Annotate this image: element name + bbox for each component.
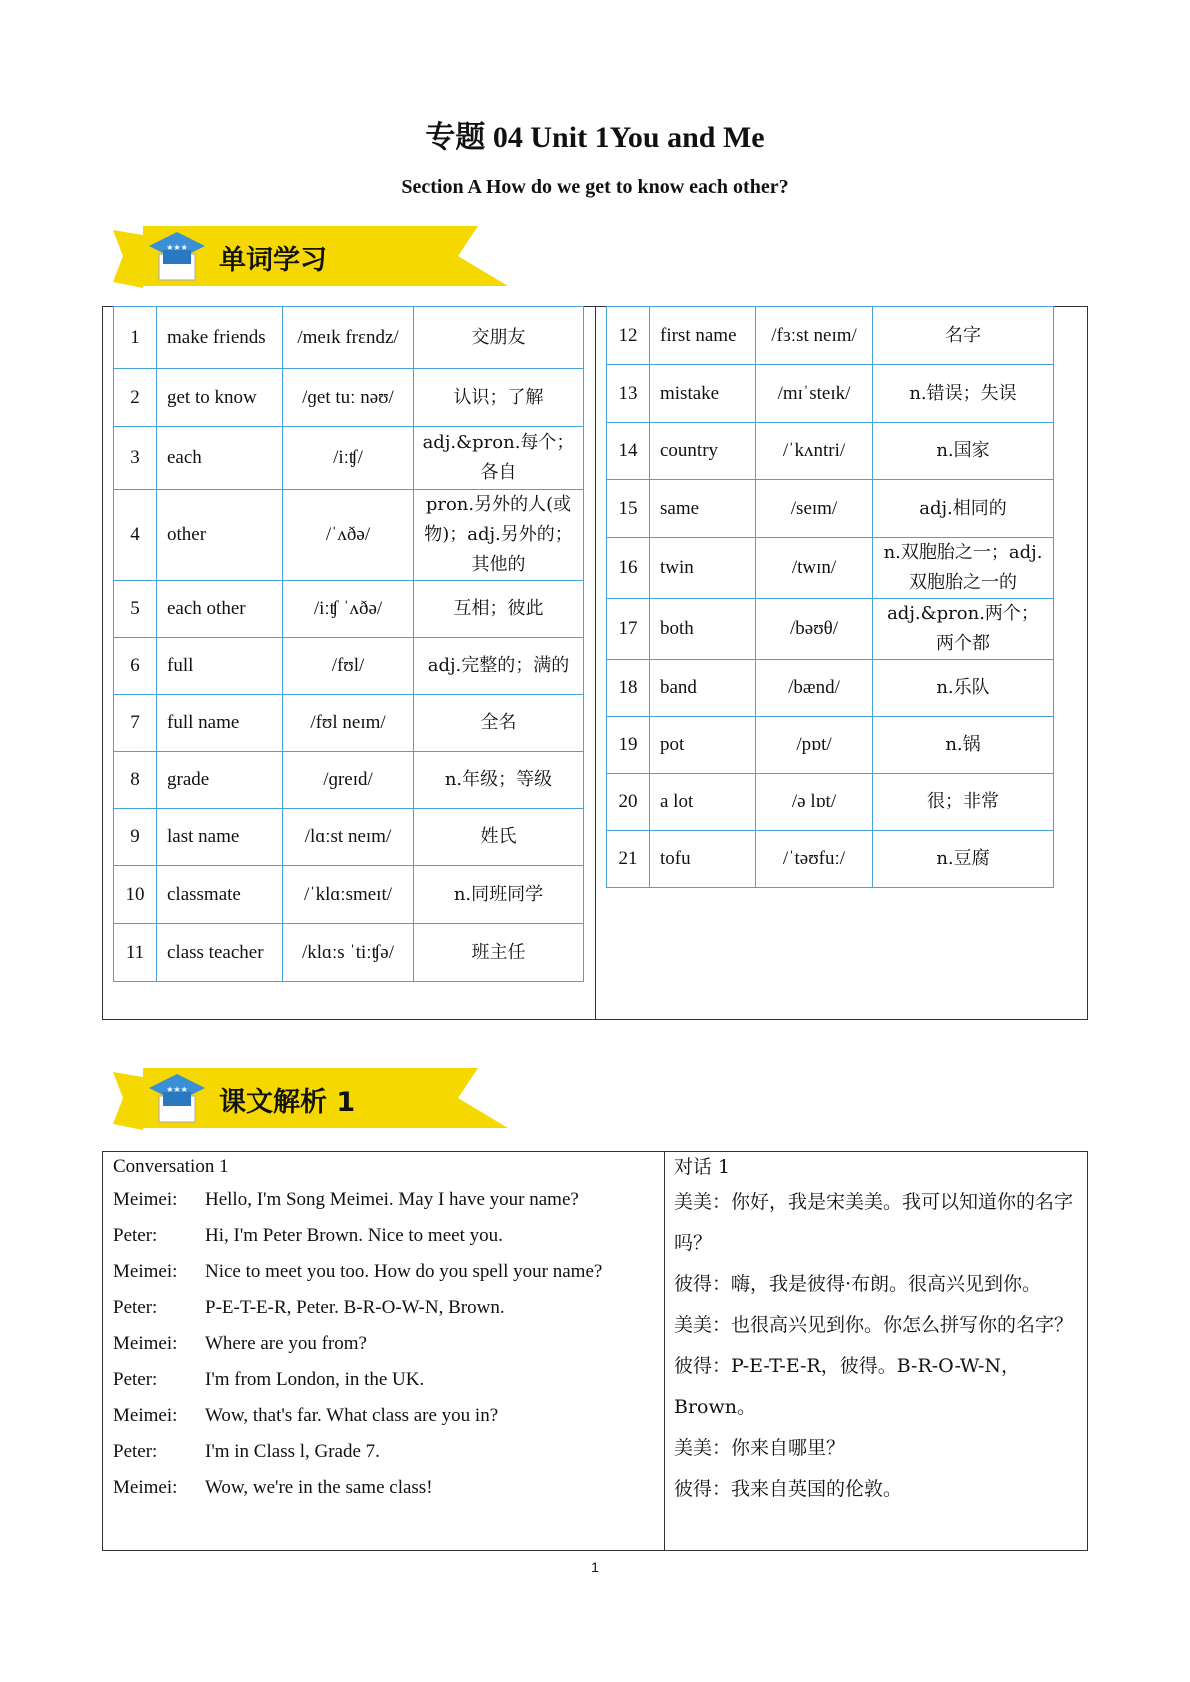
vocab-word: a lot [650,774,756,831]
vocab-row [607,599,1054,660]
vocab-number: 3 [114,427,157,490]
conversation-table [102,1151,1088,1551]
vocab-number: 15 [607,480,650,538]
vocab-table-right [606,306,1054,888]
text-section-title: 课文解析 1 [219,1087,356,1118]
text-section-banner [113,1064,508,1132]
translation-line: 美美：也很高兴见到你。你怎么拼写你的名字？ [674,1314,1074,1336]
conversation-line [113,1326,658,1362]
vocab-table-divider [595,306,596,1020]
vocab-row [114,638,584,695]
vocab-meaning: n.同班同学 [414,866,584,924]
vocab-meaning: n.错误；失误 [873,365,1054,423]
vocab-number: 8 [114,752,157,809]
vocab-word: pot [650,717,756,774]
vocab-number: 21 [607,831,650,888]
dialogue-text: Where are you from? [205,1333,367,1354]
vocab-phonetic: /meɪk frɛndz/ [283,307,414,369]
svg-text:★★★: ★★★ [166,1085,188,1094]
vocab-number: 17 [607,599,650,660]
vocab-meaning: 交朋友 [414,307,584,369]
vocab-phonetic: /fʊl/ [283,638,414,695]
conversation-line [113,1290,658,1326]
vocab-word: last name [157,809,283,866]
vocab-number: 19 [607,717,650,774]
conversation-line [113,1218,658,1254]
vocab-word: full name [157,695,283,752]
conversation-line [113,1362,658,1398]
dialogue-text: Wow, that's far. What class are you in? [205,1405,499,1426]
conversation-line [113,1470,658,1506]
speaker-label: Peter: [113,1369,158,1390]
conversation-line [113,1398,658,1434]
page-title: 专题 04 Unit 1You and Me [425,121,765,154]
speaker-label: Meimei: [113,1477,178,1498]
vocab-row [114,490,584,581]
vocab-phonetic: /lɑːst neɪm/ [283,809,414,866]
speaker-label: Peter: [113,1297,158,1318]
vocab-number: 10 [114,866,157,924]
translation-line: 彼得：P-E-T-E-R，彼得。B-R-O-W-N，Brown。 [674,1355,1021,1418]
vocab-word: same [650,480,756,538]
translation-line: 美美：你好，我是宋美美。我可以知道你的名字吗？ [674,1191,1074,1254]
conversation-line [113,1182,658,1218]
vocab-row [607,660,1054,717]
speaker-label: Peter: [113,1441,158,1462]
vocab-word: class teacher [157,924,283,982]
vocab-phonetic: /ɡet tuː nəʊ/ [283,369,414,427]
vocab-word: grade [157,752,283,809]
vocab-word: make friends [157,307,283,369]
vocab-meaning: 互相；彼此 [414,581,584,638]
vocab-section-banner [113,222,508,290]
vocab-table-left [113,306,584,982]
speaker-label: Meimei: [113,1189,178,1210]
vocab-phonetic: /ˈʌðə/ [283,490,414,581]
vocab-row [114,307,584,369]
conversation-line [113,1434,658,1470]
vocab-row [607,538,1054,599]
vocab-number: 9 [114,809,157,866]
vocab-section-title: 单词学习 [219,245,327,276]
vocab-meaning: n.豆腐 [873,831,1054,888]
vocab-meaning: 很；非常 [873,774,1054,831]
vocab-number: 2 [114,369,157,427]
vocab-word: country [650,423,756,480]
vocab-phonetic: /ɡreɪd/ [283,752,414,809]
vocab-phonetic: /seɪm/ [756,480,873,538]
vocab-number: 18 [607,660,650,717]
vocab-word: mistake [650,365,756,423]
vocab-row [114,866,584,924]
svg-text:★★★: ★★★ [166,243,188,252]
vocab-number: 20 [607,774,650,831]
speaker-label: Meimei: [113,1261,178,1282]
vocab-row [607,717,1054,774]
vocab-number: 12 [607,307,650,365]
translation-line: 彼得：我来自英国的伦敦。 [674,1478,903,1500]
vocab-number: 1 [114,307,157,369]
vocab-number: 4 [114,490,157,581]
vocab-number: 6 [114,638,157,695]
vocab-row [607,774,1054,831]
translation-line: 美美：你来自哪里？ [674,1437,846,1459]
dialogue-text: Hello, I'm Song Meimei. May I have your name? [205,1189,579,1210]
vocab-row [114,809,584,866]
dialogue-text: Wow, we're in the same class! [205,1477,433,1498]
conversation-zh-title: 对话 1 [674,1156,731,1178]
vocab-number: 13 [607,365,650,423]
vocab-row [114,427,584,490]
vocab-row [114,581,584,638]
dialogue-text: I'm from London, in the UK. [205,1369,425,1390]
vocab-phonetic: /ə lɒt/ [756,774,873,831]
vocab-meaning: 名字 [873,307,1054,365]
section-subtitle: Section A How do we get to know each other? [401,176,789,198]
vocab-phonetic: /fʊl neɪm/ [283,695,414,752]
vocab-meaning: n.双胞胎之一；adj.双胞胎之一的 [873,538,1054,599]
vocab-meaning: adj.&pron.每个；各自 [414,427,584,490]
vocab-word: band [650,660,756,717]
vocab-phonetic: /iːʧ/ [283,427,414,490]
vocab-number: 7 [114,695,157,752]
vocab-meaning: adj.完整的；满的 [414,638,584,695]
vocab-meaning: adj.&pron.两个；两个都 [873,599,1054,660]
vocab-row [607,423,1054,480]
vocab-phonetic: /mɪˈsteɪk/ [756,365,873,423]
vocab-phonetic: /bəʊθ/ [756,599,873,660]
vocab-meaning: adj.相同的 [873,480,1054,538]
vocab-meaning: n.年级；等级 [414,752,584,809]
vocab-word: other [157,490,283,581]
page-number: 1 [591,1559,599,1575]
conversation-line [113,1254,658,1290]
vocab-row [607,307,1054,365]
vocab-word: classmate [157,866,283,924]
conversation-en-title: Conversation 1 [113,1156,229,1177]
vocab-word: first name [650,307,756,365]
vocab-row [607,831,1054,888]
vocab-number: 16 [607,538,650,599]
speaker-label: Peter: [113,1225,158,1246]
vocab-meaning: 认识；了解 [414,369,584,427]
vocab-meaning: 全名 [414,695,584,752]
dialogue-text: Hi, I'm Peter Brown. Nice to meet you. [205,1225,503,1246]
dialogue-text: I'm in Class l, Grade 7. [205,1441,380,1462]
vocab-number: 14 [607,423,650,480]
vocab-meaning: n.国家 [873,423,1054,480]
vocab-phonetic: /bænd/ [756,660,873,717]
conversation-english [113,1152,658,1506]
vocab-phonetic: /fɜːst neɪm/ [756,307,873,365]
conversation-divider [664,1152,665,1550]
vocab-phonetic: /klɑːs ˈtiːʧə/ [283,924,414,982]
vocab-word: each other [157,581,283,638]
vocab-phonetic: /pɒt/ [756,717,873,774]
conversation-chinese [674,1152,1079,1510]
vocab-row [114,695,584,752]
vocab-number: 11 [114,924,157,982]
vocab-meaning: pron.另外的人(或物)；adj.另外的；其他的 [414,490,584,581]
speaker-label: Meimei: [113,1333,178,1354]
dialogue-text: Nice to meet you too. How do you spell your name? [205,1261,603,1282]
vocab-row [114,369,584,427]
vocab-meaning: 姓氏 [414,809,584,866]
vocab-number: 5 [114,581,157,638]
vocab-row [607,365,1054,423]
vocab-word: twin [650,538,756,599]
translation-line: 彼得：嗨，我是彼得·布朗。很高兴见到你。 [674,1273,1042,1295]
vocab-row [607,480,1054,538]
vocab-word: full [157,638,283,695]
vocab-phonetic: /ˈtəʊfuː/ [756,831,873,888]
vocab-word: both [650,599,756,660]
vocab-meaning: n.乐队 [873,660,1054,717]
vocab-word: each [157,427,283,490]
vocab-meaning: 班主任 [414,924,584,982]
vocab-phonetic: /twɪn/ [756,538,873,599]
vocab-row [114,924,584,982]
dialogue-text: P-E-T-E-R, Peter. B-R-O-W-N, Brown. [205,1297,505,1318]
vocab-word: tofu [650,831,756,888]
vocab-phonetic: /ˈklɑːsmeɪt/ [283,866,414,924]
vocab-row [114,752,584,809]
vocab-word: get to know [157,369,283,427]
speaker-label: Meimei: [113,1405,178,1426]
vocab-phonetic: /ˈkʌntri/ [756,423,873,480]
vocab-meaning: n.锅 [873,717,1054,774]
vocab-phonetic: /iːʧ ˈʌðə/ [283,581,414,638]
